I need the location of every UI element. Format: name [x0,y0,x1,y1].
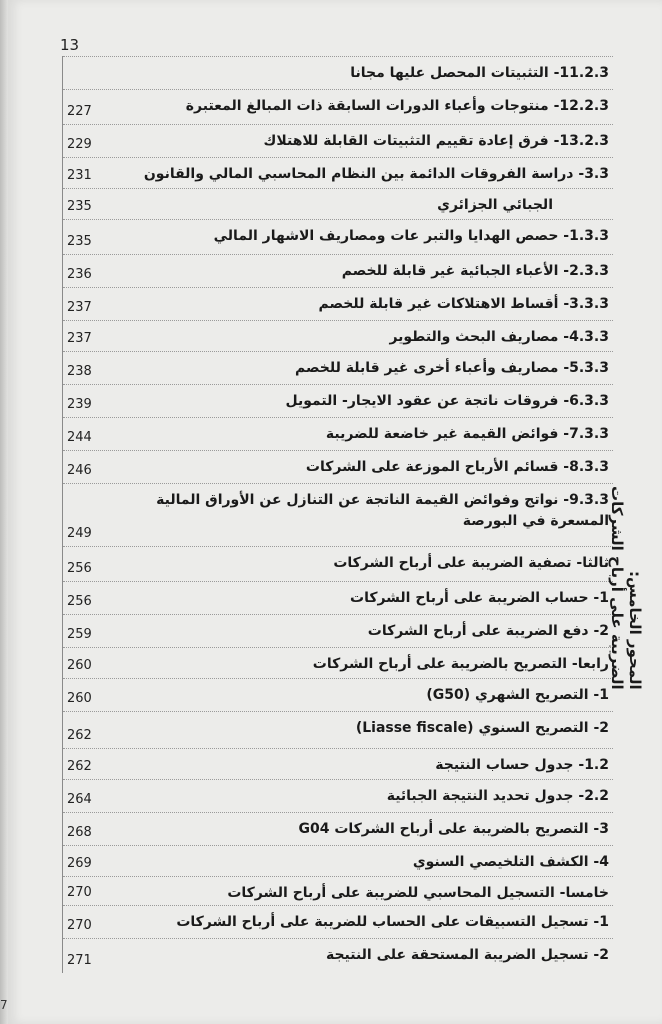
toc-entry-page: 236 [67,267,92,282]
toc-entry-title: 2- دفع الضريبة على أرباح الشركات [367,623,609,639]
toc-entry-title: 13.2.3- فرق إعادة تقييم التثبيتات القابلة للاهتلاك [263,133,609,149]
toc-entry [63,219,613,254]
toc-entry-title: 4.3.3- مصاريف البحث والتطوير [389,329,609,345]
toc-entry-title: 1- التصريح الشهري (G50) [426,687,609,703]
toc-entry [63,188,613,219]
toc-entry [63,779,613,812]
toc-entry-title: 3.3.3- أقساط الاهتلاكات غير قابلة للخصم [318,296,609,312]
toc-entry [63,678,613,711]
document-page [8,0,662,1024]
toc-entry-title: 5.3.3- مصاريف وأعباء أخرى غير قابلة للخصم [295,360,609,376]
toc-entry-title: 12.2.3- منتوجات وأعباء الدورات السابقة ذات المبالغ المعتبرة [185,98,609,114]
toc-entry-page: 271 [67,953,92,968]
toc-entry-page: 229 [67,137,92,152]
toc-entry-title: 6.3.3- فروقات ناتجة عن عقود الايجار- التمويل [285,393,609,409]
toc-entry [63,89,613,124]
toc-entry [63,320,613,351]
toc-entry-page: 244 [67,430,92,445]
toc-entry [63,581,613,614]
toc-entry-page: 270 [67,918,92,933]
toc-entry-page: 238 [67,364,92,379]
toc-entry-title: 11.2.3- التثبيتات المحصل عليها مجانا [350,65,609,81]
toc-entry [63,845,613,876]
toc-entry-title: 3.3- دراسة الفروقات الدائمة بين النظام المحاسبي المالي والقانون [143,166,609,182]
toc-entry [63,124,613,157]
toc-entry-page [63,57,105,89]
toc-entry-title: 1- تسجيل التسبيقات على الحساب للضريبة على أرباح الشركات [176,914,609,930]
toc-entry-page: 259 [67,627,92,642]
toc-entry-page: 262 [67,759,92,774]
toc-entry-title: رابعا- التصريح بالضريبة على أرباح الشركات [312,656,609,672]
toc-entry [63,938,613,973]
toc-entry-page: 268 [67,825,92,840]
toc-entry-title: خامسا- التسجيل المحاسبي للضريبة على أرباح الشركات [227,885,609,901]
toc-entry-page: 270 [67,885,92,900]
toc-entry-title: ثالثا- تصفية الضريبة على أرباح الشركات [333,555,609,571]
toc-entry [63,546,613,581]
toc-entry-title: 2.3.3- الأعباء الجبائية غير قابلة للخصم [341,263,609,279]
toc-entry-page: 227 [67,104,92,119]
toc-entry-title: 1.2- جدول حساب النتيجة [435,757,609,773]
toc-entry-page: 231 [67,168,92,183]
toc-entry-page: 260 [67,691,92,706]
toc-entry-title: 8.3.3- قسائم الأرباح الموزعة على الشركات [305,459,609,475]
toc-entry [63,417,613,450]
toc-entry [63,905,613,938]
toc-entry [63,647,613,678]
toc-entry [63,450,613,483]
toc-entry-page: 235 [67,199,92,214]
toc-entry [63,483,613,546]
toc-entry-page: 237 [67,300,92,315]
toc-entry [63,812,613,845]
toc-entry-page: 256 [67,561,92,576]
toc-entry [63,351,613,384]
toc-entry-title: 4- الكشف التلخيصي السنوي [412,854,609,870]
toc-entry-title: 1.3.3- حصص الهدايا والتبر عات ومصاريف الاشهار المالي [213,228,609,244]
toc-entry-page: 262 [67,728,92,743]
toc-entry-page: 260 [67,658,92,673]
toc-entry-title: 3- التصريح بالضريبة على أرباح الشركات G04 [298,821,609,837]
toc-entry-page: 246 [67,463,92,478]
toc-entry-page: 235 [67,234,92,249]
toc-entry [63,711,613,748]
toc-entry-page: 256 [67,594,92,609]
toc-entry-page: 269 [67,856,92,871]
chapter-sidebar-title [602,420,650,690]
toc-entry-title: 2- التصريح السنوي (Liasse fiscale) [355,720,609,736]
toc-entry [63,384,613,417]
toc-entry [63,287,613,320]
toc-entry [63,157,613,188]
table-of-contents [62,56,613,973]
toc-entry-title: الجبائي الجزائري [437,197,553,213]
toc-entry-title: 1- حساب الضريبة على أرباح الشركات [350,590,609,606]
toc-entry-page: 239 [67,397,92,412]
toc-entry [63,56,613,89]
toc-entry [63,254,613,287]
toc-entry [63,748,613,779]
chapter-label: المحور الخامس: [626,571,644,690]
chapter-title: الضريبة على أرباح الشركات [608,486,626,690]
toc-entry-page: 237 [67,331,92,346]
edge-mark: 7 [0,998,8,1012]
toc-entry-title: 2- تسجيل الضريبة المستحقة على النتيجة [325,947,609,963]
toc-entry-title: 9.3.3- نواتج وفوائض القيمة الناتجة عن التنازل عن الأوراق المالية المسعرة في البورصة [156,492,609,529]
toc-entry-title: 7.3.3- فوائض القيمة غير خاضعة للضريبة [325,426,609,442]
toc-entry-title: 2.2- جدول تحديد النتيجة الجبائية [386,788,609,804]
toc-entry [63,614,613,647]
toc-entry-page: 264 [67,792,92,807]
toc-entry-page: 249 [67,526,92,541]
toc-entry [63,876,613,905]
page-number: 13 [60,36,80,54]
